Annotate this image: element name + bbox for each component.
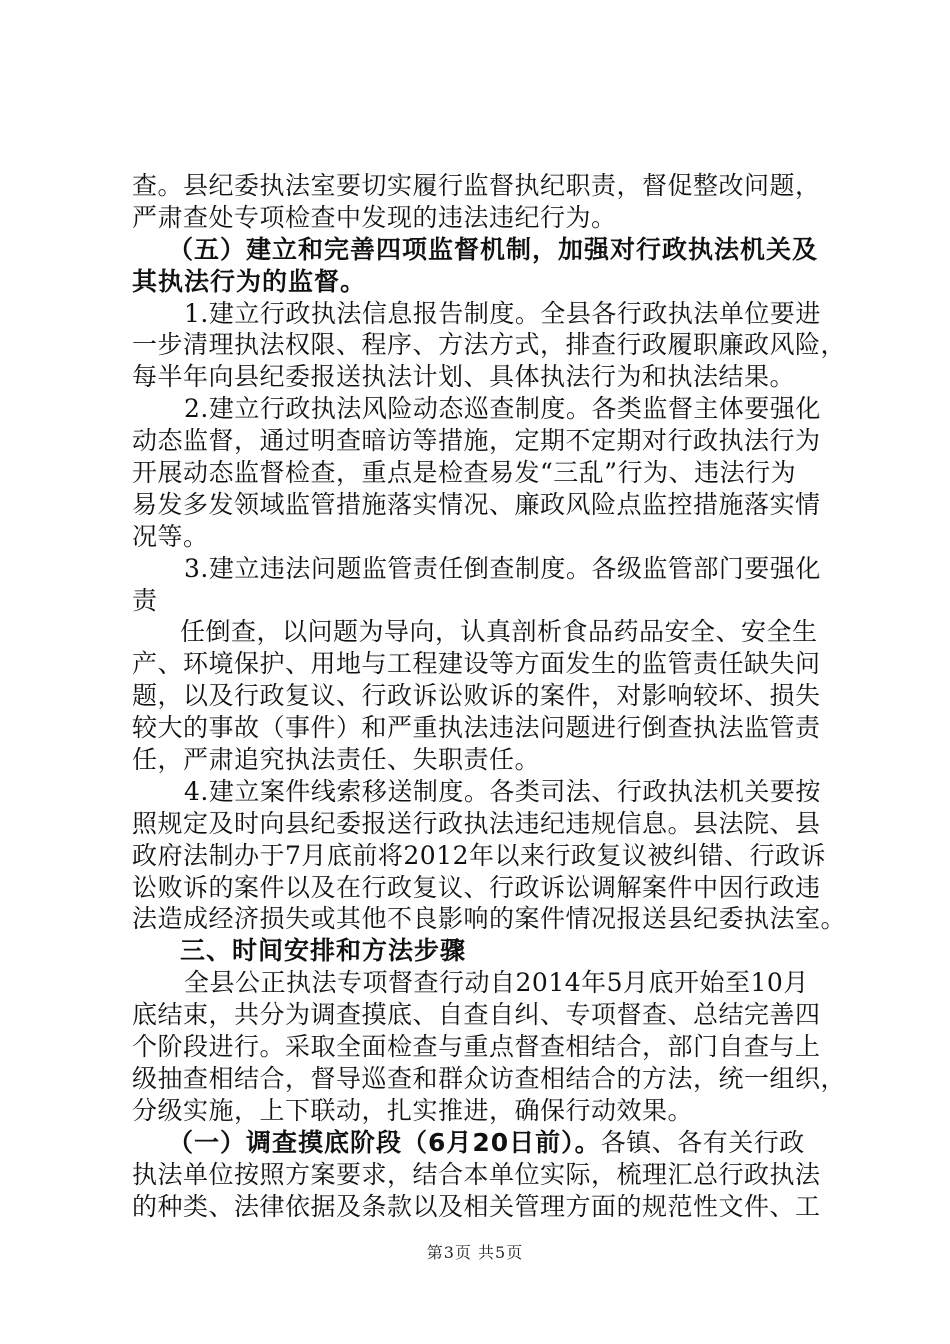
text-line: 分级实施，上下联动，扎实推进，确保行动效果。 <box>132 1095 694 1125</box>
text-line: 的种类、法律依据及条款以及相关管理方面的规范性文件、工 <box>132 1191 821 1221</box>
text-line: 底结束，共分为调查摸底、自查自纠、专项督查、总结完善四 <box>132 1000 821 1030</box>
text-line: 较大的事故（事件）和严重执法违法问题进行倒查执法监管责 <box>132 713 821 743</box>
text-line: 全县公正执法专项督查行动自2014年5月底开始至10月 <box>184 968 809 998</box>
text-line: 况等。 <box>132 521 209 551</box>
text-line: 查。县纪委执法室要切实履行监督执纪职责，督促整改问题， <box>132 171 821 200</box>
text-line: 严肃查处专项检查中发现的违法违纪行为。 <box>132 202 617 232</box>
page-number: 第3页 共5页 <box>426 1243 524 1262</box>
text-line: 一步清理执法权限、程序、方法方式，排查行政履职廉政风险， <box>132 330 847 360</box>
section-heading: （五）建立和完善四项监督机制，加强对行政执法机关及 <box>168 234 819 264</box>
text-line: 1.建立行政执法信息报告制度。全县各行政执法单位要进 <box>184 298 821 328</box>
section-heading: 其执法行为的监督。 <box>132 266 367 296</box>
text-line: 动态监督，通过明查暗访等措施，定期不定期对行政执法行为 <box>132 426 821 456</box>
mixed-line <box>132 1127 842 1159</box>
text-line: 任，严肃追究执法责任、失职责任。 <box>132 745 541 775</box>
subsection-heading: （一）调查摸底阶段（6月20日前）。 <box>168 1127 601 1157</box>
text-line: 题，以及行政复议、行政诉讼败诉的案件，对影响较坏、损失 <box>132 681 821 711</box>
text-line: 3.建立违法问题监管责任倒查制度。各级监管部门要强化 <box>184 553 821 583</box>
text-line: 法造成经济损失或其他不良影响的案件情况报送县纪委执法室。 <box>132 904 847 934</box>
text-line: 任倒查，以问题为导向，认真剖析食品药品安全、安全生 <box>180 617 818 647</box>
text-line: 级抽查相结合，督导巡查和群众访查相结合的方法，统一组织， <box>132 1063 847 1093</box>
text-line: 责 <box>132 585 158 615</box>
text-line: 讼败诉的案件以及在行政复议、行政诉讼调解案件中因行政违 <box>132 872 821 902</box>
text-line: 易发多发领域监管措施落实情况、廉政风险点监控措施落实情 <box>132 489 821 519</box>
text-line: 产、环境保护、用地与工程建设等方面发生的监管责任缺失问 <box>132 649 821 679</box>
section-heading: 三、时间安排和方法步骤 <box>180 936 467 966</box>
text-line: 照规定及时向县纪委报送行政执法违纪违规信息。县法院、县 <box>132 808 821 838</box>
text-line: 执法单位按照方案要求，结合本单位实际，梳理汇总行政执法 <box>132 1159 821 1189</box>
text-line: 个阶段进行。采取全面检查与重点督查相结合，部门自查与上 <box>132 1032 821 1062</box>
text-line: 每半年向县纪委报送执法计划、具体执法行为和执法结果。 <box>132 362 796 392</box>
document-body <box>132 170 847 1222</box>
text-line: 2.建立行政执法风险动态巡查制度。各类监督主体要强化 <box>184 394 821 424</box>
text-line-tail: 各镇、各有关行政 <box>600 1127 805 1157</box>
text-line: 4.建立案件线索移送制度。各类司法、行政执法机关要按 <box>184 776 821 806</box>
text-line: 开展动态监督检查，重点是检查易发“三乱”行为、违法行为 <box>132 458 797 488</box>
text-line: 政府法制办于7月底前将2012年以来行政复议被纠错、行政诉 <box>132 840 827 870</box>
